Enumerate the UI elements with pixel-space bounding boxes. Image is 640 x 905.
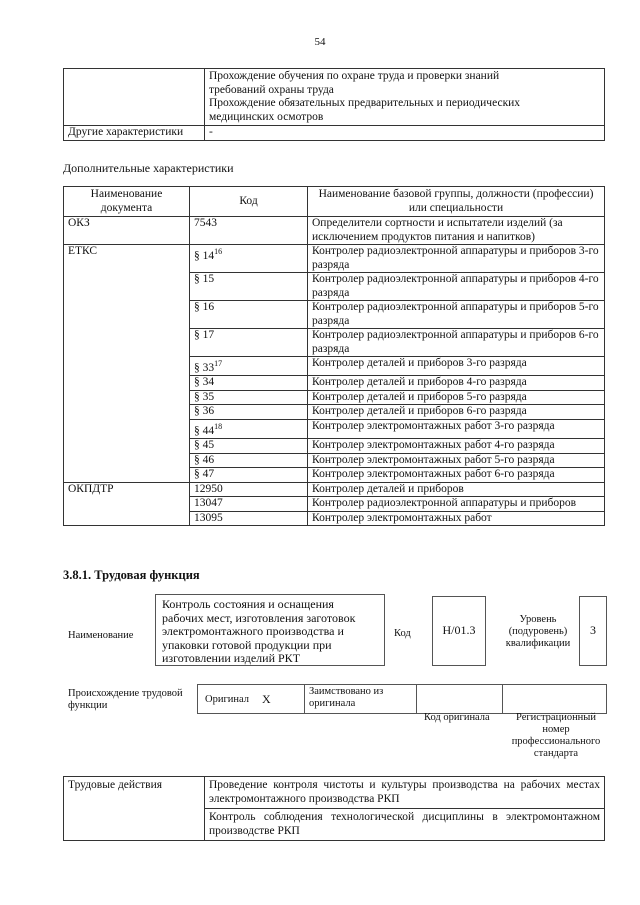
code-original-label: Код оригинала xyxy=(424,712,490,723)
code-text: § 44 xyxy=(194,424,215,437)
code-cell xyxy=(190,217,308,245)
code-cell xyxy=(190,357,308,376)
table-row xyxy=(64,245,605,273)
req-line: Прохождение обязательных предварительных и периодических xyxy=(209,97,521,109)
doc-cell: ОКЗ xyxy=(64,217,190,245)
code-text: § 34 xyxy=(194,376,215,389)
doc-cell: ОКПДТР xyxy=(64,482,190,526)
code-cell xyxy=(190,301,308,329)
code-value-box: H/01.3 xyxy=(432,596,486,666)
name-cell: Контролер деталей и приборов xyxy=(308,482,605,497)
original-label: Оригинал xyxy=(205,694,249,705)
code-label: Код xyxy=(394,628,411,639)
name-cell: Контролер деталей и приборов 4-го разряда xyxy=(308,376,605,391)
name-cell: Контролер радиоэлектронной аппаратуры и приборов 4-го разряда xyxy=(308,273,605,301)
header-name: Наименование базовой группы, должности (профессии) или специальности xyxy=(308,187,605,217)
other-value: - xyxy=(205,126,605,141)
code-text: 13095 xyxy=(194,511,223,524)
name-cell: Контролер электромонтажных работ xyxy=(308,511,605,526)
code-text: § 45 xyxy=(194,439,215,452)
name-cell: Контролер радиоэлектронной аппаратуры и приборов 6-го разряда xyxy=(308,329,605,357)
code-text: § 35 xyxy=(194,390,215,403)
header-doc: Наименование документа xyxy=(64,187,190,217)
name-cell: Определители сортности и испытатели изделий (за исключением продуктов питания и напитков) xyxy=(308,217,605,245)
code-cell xyxy=(190,468,308,483)
name-cell: Контролер деталей и приборов 6-го разряда xyxy=(308,405,605,420)
header-code: Код xyxy=(190,187,308,217)
actions-label: Трудовые действия xyxy=(64,777,205,841)
code-cell xyxy=(190,245,308,273)
name-cell: Контролер электромонтажных работ 4-го разряда xyxy=(308,439,605,454)
action-text: Проведение контроля чистоты и культуры производства на рабочих местах электромонтажного производства РКП xyxy=(209,779,600,805)
table-row xyxy=(64,482,605,497)
action-item xyxy=(205,809,605,841)
original-mark: X xyxy=(262,692,271,706)
footnote-ref: 18 xyxy=(214,421,223,431)
borrowed-label: Заимствовано из оригинала xyxy=(309,686,384,709)
additional-table xyxy=(63,186,605,526)
code-text: 12950 xyxy=(194,482,223,495)
name-cell: Контролер деталей и приборов 5-го разряда xyxy=(308,390,605,405)
code-cell xyxy=(190,497,308,512)
code-cell xyxy=(190,390,308,405)
function-name-box: Контроль состояния и оснащения рабочих мест, изготовления заготовок электромонтажного производства и упаковки готовой продукции при изготовлении изделий РКТ xyxy=(155,594,385,666)
empty-cell xyxy=(64,69,205,126)
requirements-cell xyxy=(205,69,605,126)
req-line: Прохождение обучения по охране труда и проверки знаний xyxy=(209,70,500,82)
action-item xyxy=(205,777,605,809)
code-cell xyxy=(190,376,308,391)
name-cell: Контролер радиоэлектронной аппаратуры и приборов xyxy=(308,497,605,512)
code-cell xyxy=(190,273,308,301)
name-cell: Контролер электромонтажных работ 3-го разряда xyxy=(308,419,605,438)
name-cell: Контролер деталей и приборов 3-го разряда xyxy=(308,357,605,376)
actions-table xyxy=(63,776,605,841)
code-cell xyxy=(190,482,308,497)
req-line: требований охраны труда xyxy=(209,83,334,96)
origin-label: Происхождение трудовой функции xyxy=(68,688,183,711)
req-line: медицинских осмотров xyxy=(209,110,324,123)
level-value-box: 3 xyxy=(579,596,607,666)
code-cell xyxy=(190,419,308,438)
code-text: § 14 xyxy=(194,249,215,262)
code-text: § 16 xyxy=(194,301,215,313)
code-cell xyxy=(190,405,308,420)
other-label: Другие характеристики xyxy=(64,126,205,141)
footnote-ref: 16 xyxy=(214,247,223,256)
name-cell: Контролер радиоэлектронной аппаратуры и приборов 5-го разряда xyxy=(308,301,605,329)
code-text: 7543 xyxy=(194,217,217,229)
code-text: § 47 xyxy=(194,468,215,481)
name-label: Наименование xyxy=(68,630,134,641)
additional-caption: Дополнительные характеристики xyxy=(63,161,234,175)
code-text: 13047 xyxy=(194,497,223,510)
table-row xyxy=(64,217,605,245)
name-cell: Контролер радиоэлектронной аппаратуры и приборов 3-го разряда xyxy=(308,245,605,273)
level-label: Уровень (подуровень) квалификации xyxy=(505,614,571,649)
code-text: § 46 xyxy=(194,453,215,466)
name-cell: Контролер электромонтажных работ 5-го разряда xyxy=(308,453,605,468)
code-cell xyxy=(190,329,308,357)
code-cell xyxy=(190,453,308,468)
code-text: § 33 xyxy=(194,361,215,374)
reg-number-label: Регистрационный номер профессионального стандарта xyxy=(511,712,601,759)
name-cell: Контролер электромонтажных работ 6-го разряда xyxy=(308,468,605,483)
code-text: § 17 xyxy=(194,329,215,341)
code-text: § 36 xyxy=(194,405,215,418)
section-title: 3.8.1. Трудовая функция xyxy=(63,568,200,582)
code-cell xyxy=(190,439,308,454)
top-table xyxy=(63,68,605,141)
action-text: Контроль соблюдения технологической дисциплины в электромонтажном производстве РКП xyxy=(209,811,600,837)
page-number: 54 xyxy=(314,36,326,48)
doc-cell: ЕТКС xyxy=(64,245,190,483)
code-text: § 15 xyxy=(194,273,215,285)
footnote-ref: 17 xyxy=(214,359,223,368)
code-cell xyxy=(190,511,308,526)
